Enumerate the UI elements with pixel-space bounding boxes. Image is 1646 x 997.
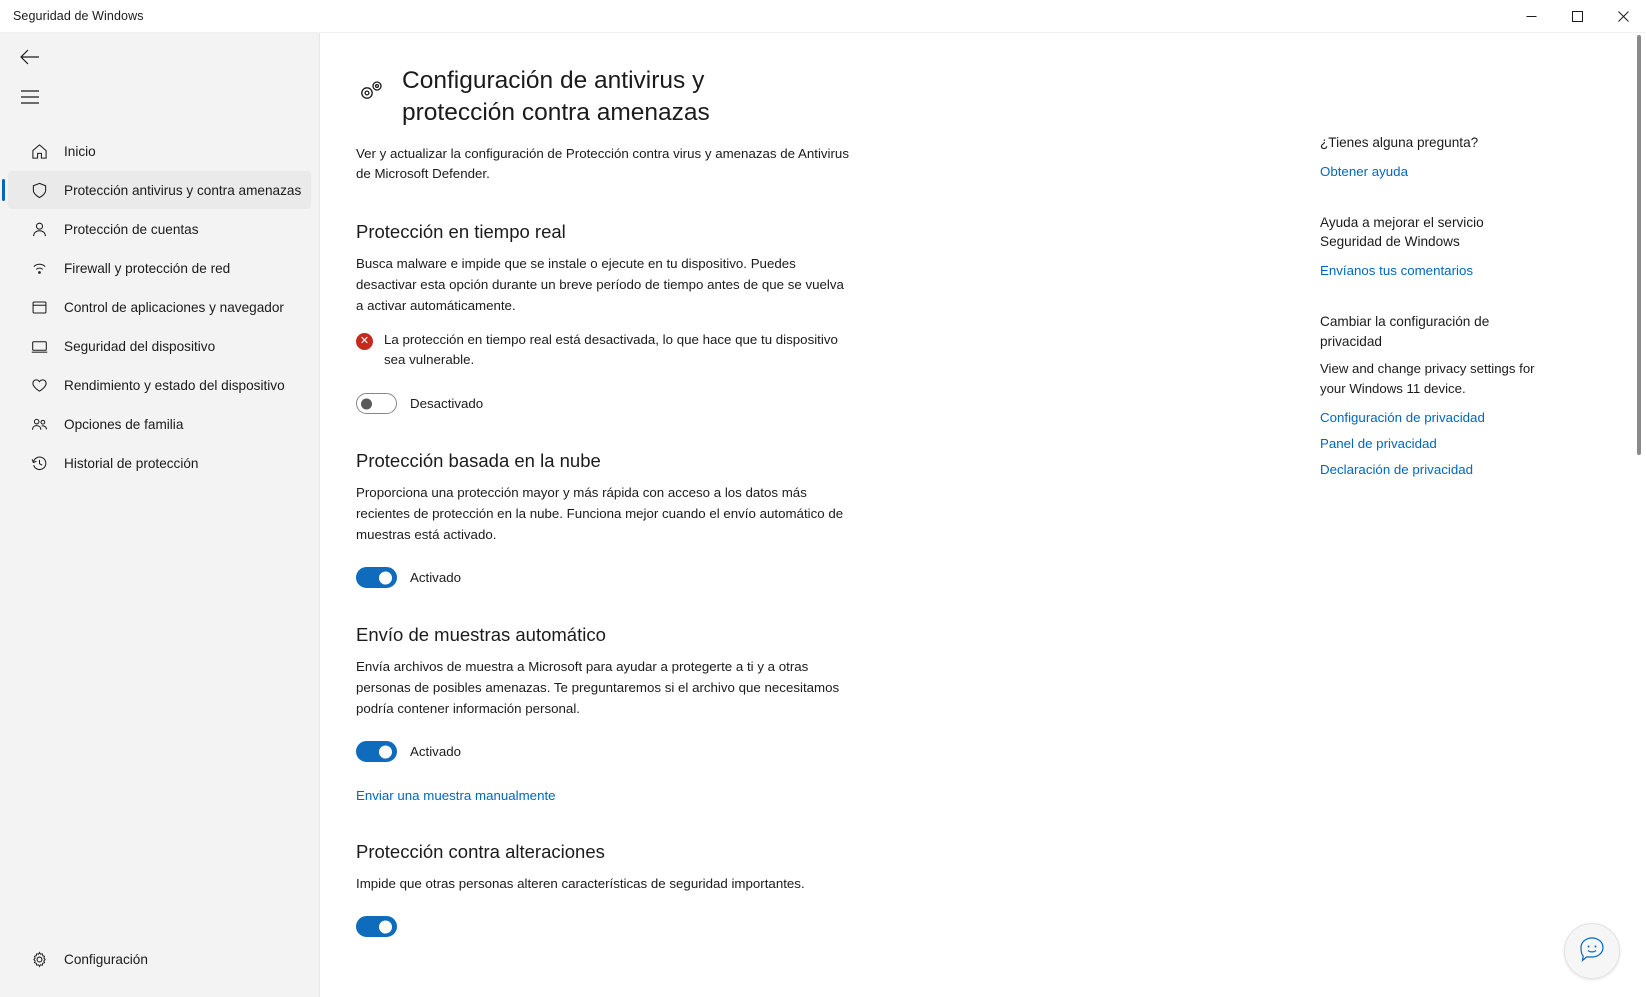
cloud-toggle-row — [356, 567, 1280, 588]
window-title: Seguridad de Windows — [13, 9, 144, 23]
back-button[interactable] — [8, 39, 52, 79]
toggle-state-label: Desactivado — [410, 396, 484, 412]
sidebar-item-label: Seguridad del dispositivo — [64, 338, 216, 354]
feedback-smiley-icon — [1578, 935, 1606, 968]
sidebar-item-firewall[interactable] — [8, 249, 311, 287]
privacy-settings-link[interactable]: Configuración de privacidad — [1320, 409, 1485, 425]
window-body — [0, 33, 1646, 997]
sample-toggle-row — [356, 741, 1280, 762]
realtime-protection-toggle[interactable] — [356, 393, 397, 414]
sample-submission-toggle[interactable] — [356, 741, 397, 762]
get-help-link[interactable]: Obtener ayuda — [1320, 163, 1408, 179]
privacy-statement-link[interactable]: Declaración de privacidad — [1320, 461, 1473, 477]
section-sample-submission — [356, 624, 1280, 805]
section-description: Envía archivos de muestra a Microsoft para ayudar a protegerte a ti y a otras personas de posibles amenazas. Te preguntaremos si el archivo que necesitamos podría contener información personal. — [356, 659, 840, 717]
settings-gears-icon — [356, 75, 388, 107]
hamburger-menu-icon — [21, 90, 39, 109]
sidebar-nav — [0, 131, 319, 483]
menu-button[interactable] — [8, 79, 52, 119]
section-tamper-protection — [356, 841, 1280, 937]
section-description: Busca malware e impide que se instale o ejecute en tu dispositivo. Puedes desactivar esta opción durante un breve período de tiempo antes de que se vuelva a activar automáticamente. — [356, 255, 844, 313]
close-button[interactable] — [1600, 0, 1646, 32]
realtime-alert — [356, 330, 856, 371]
family-icon — [28, 413, 50, 435]
submit-sample-link[interactable]: Enviar una muestra manualmente — [356, 788, 556, 804]
sidebar-item-dispositivo[interactable] — [8, 327, 311, 365]
page-title: Configuración de antivirus y protección contra amenazas — [402, 67, 710, 127]
help-block-feedback — [1320, 213, 1620, 282]
sidebar-item-label: Inicio — [64, 143, 96, 159]
sidebar-item-cuentas[interactable] — [8, 210, 311, 248]
scrollbar-thumb[interactable] — [1637, 35, 1641, 455]
content-scrollbar[interactable] — [1632, 33, 1646, 997]
content-area — [320, 33, 1646, 997]
home-icon — [28, 140, 50, 162]
sidebar-footer — [0, 939, 319, 979]
page-subtitle: Ver y actualizar la configuración de Protección contra virus y amenazas de Antivirus de Microsoft Defender. — [356, 145, 849, 182]
help-heading: Ayuda a mejorar el servicio Seguridad de Windows — [1320, 214, 1484, 250]
section-realtime-protection — [356, 221, 1280, 414]
sidebar-item-label: Protección de cuentas — [64, 221, 199, 237]
toggle-state-label: Activado — [410, 570, 461, 586]
toggle-state-label: Activado — [410, 744, 461, 760]
sidebar-item-label: Rendimiento y estado del dispositivo — [64, 377, 285, 393]
section-heading: Protección contra alteraciones — [356, 841, 605, 863]
app-window-icon — [28, 296, 50, 318]
help-heading: Cambiar la configuración de privacidad — [1320, 313, 1490, 349]
help-text: View and change privacy settings for your Windows 11 device. — [1320, 361, 1535, 397]
shield-icon — [28, 179, 50, 201]
cloud-protection-toggle[interactable] — [356, 567, 397, 588]
section-cloud-protection — [356, 450, 1280, 588]
section-heading: Protección basada en la nube — [356, 450, 601, 472]
sidebar-item-aplicaciones[interactable] — [8, 288, 311, 326]
sidebar-item-label: Firewall y protección de red — [64, 260, 231, 276]
device-icon — [28, 335, 50, 357]
sidebar-item-label: Control de aplicaciones y navegador — [64, 299, 284, 315]
privacy-dashboard-link[interactable]: Panel de privacidad — [1320, 435, 1437, 451]
sidebar-settings-label: Configuración — [64, 951, 148, 967]
gear-icon — [28, 948, 50, 970]
help-block-questions — [1320, 133, 1620, 183]
sidebar-item-label: Protección antivirus y contra amenazas — [64, 182, 302, 198]
tamper-protection-toggle[interactable] — [356, 916, 397, 937]
realtime-toggle-row — [356, 393, 1280, 414]
sidebar-item-label: Historial de protección — [64, 455, 199, 471]
section-description: Impide que otras personas alteren características de seguridad importantes. — [356, 876, 805, 892]
heart-pulse-icon — [28, 374, 50, 396]
help-heading: ¿Tienes alguna pregunta? — [1320, 135, 1479, 150]
sidebar-item-label: Opciones de familia — [64, 416, 184, 432]
send-feedback-link[interactable]: Envíanos tus comentarios — [1320, 263, 1473, 279]
sidebar-item-antivirus[interactable] — [8, 171, 311, 209]
help-sidebar — [1320, 33, 1620, 997]
history-icon — [28, 452, 50, 474]
back-arrow-icon — [20, 49, 40, 70]
help-block-privacy — [1320, 312, 1620, 481]
section-heading: Envío de muestras automático — [356, 624, 606, 646]
sidebar-item-rendimiento[interactable] — [8, 366, 311, 404]
title-bar — [0, 0, 1646, 33]
section-description: Proporciona una protección mayor y más rápida con acceso a los datos más recientes de protección en la nube. Funciona mejor cuando el envío automático de muestras está activado. — [356, 485, 844, 543]
main-column — [320, 33, 1320, 997]
section-heading: Protección en tiempo real — [356, 220, 566, 242]
error-circle-icon: ✕ — [356, 333, 373, 350]
maximize-button[interactable] — [1554, 0, 1600, 32]
alert-text: La protección en tiempo real está desactivada, lo que hace que tu dispositivo sea vulnerable. — [384, 331, 838, 368]
person-icon — [28, 218, 50, 240]
wifi-icon — [28, 257, 50, 279]
sidebar-item-familia[interactable] — [8, 405, 311, 443]
sidebar-item-configuracion[interactable] — [8, 940, 311, 978]
sidebar-item-historial[interactable] — [8, 444, 311, 482]
tamper-toggle-row — [356, 916, 1280, 937]
sidebar-item-inicio[interactable] — [8, 132, 311, 170]
sidebar — [0, 33, 320, 997]
minimize-button[interactable] — [1508, 0, 1554, 32]
page-header — [356, 65, 1280, 130]
feedback-button[interactable] — [1564, 923, 1620, 979]
